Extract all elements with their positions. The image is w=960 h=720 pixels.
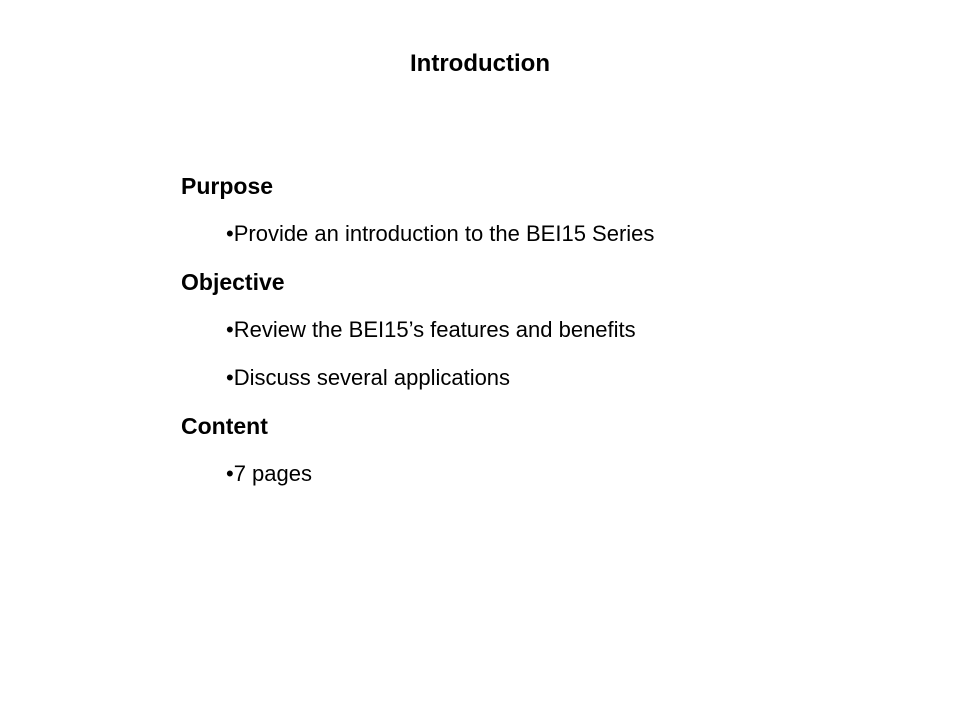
bullet-dot-icon: • [226,461,234,486]
section-heading-objective: Objective [181,269,285,295]
bullet-item [181,360,881,396]
bullet-text: Discuss several applications [233,365,511,390]
bullet-text: 7 pages [233,461,312,486]
slide-content [181,168,881,504]
section-heading-purpose: Purpose [181,173,274,199]
bullet-item [181,312,881,348]
bullet-item [181,456,881,492]
bullet-text: Review the BEI15’s features and benefits [233,317,636,342]
slide-title: Introduction [410,50,550,77]
bullet-text: Provide an introduction to the BEI15 Series [233,221,655,246]
bullet-dot-icon: • [226,317,234,342]
section-heading-content: Content [181,413,268,439]
bullet-item [181,216,881,252]
bullet-dot-icon: • [226,221,234,246]
bullet-dot-icon: • [226,365,234,390]
